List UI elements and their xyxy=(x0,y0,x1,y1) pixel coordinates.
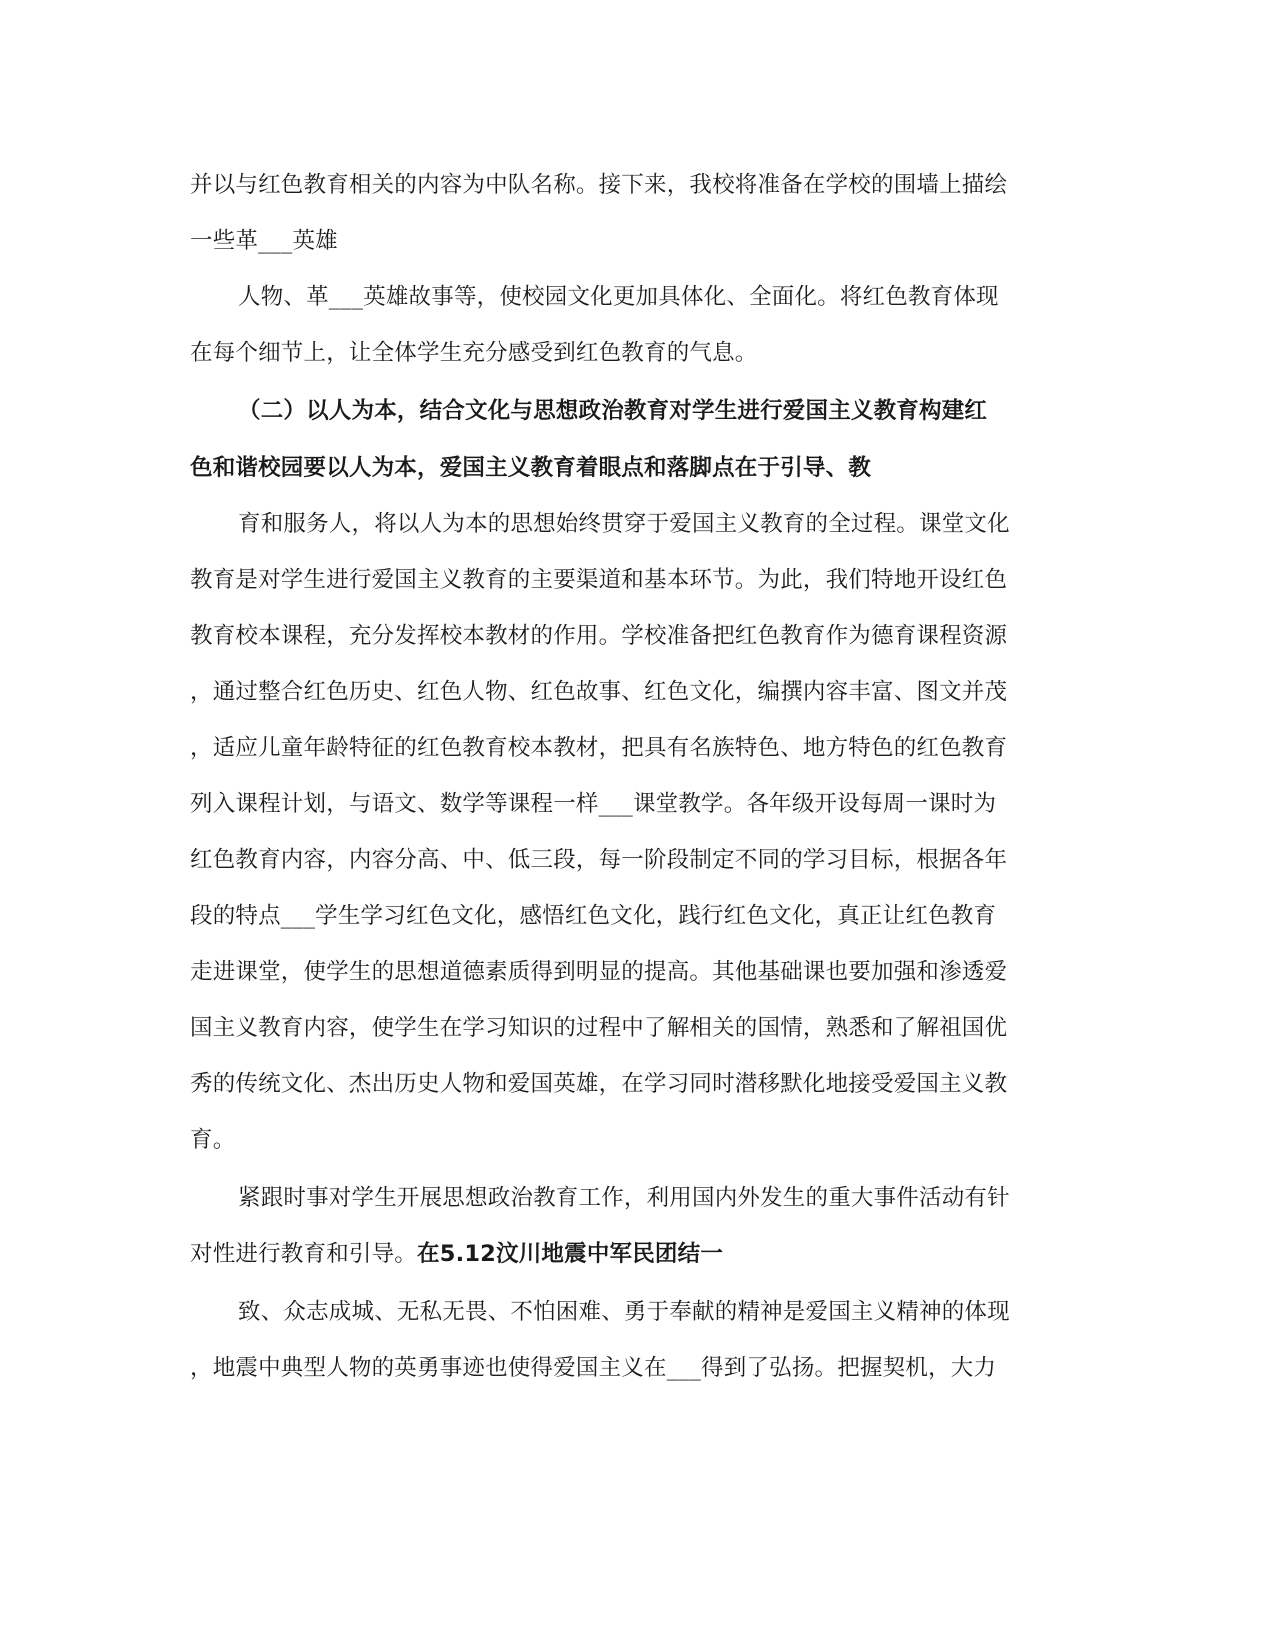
paragraph-line: 走进课堂，使学生的思想道德素质得到明显的提高。其他基础课也要加强和渗透爱 xyxy=(190,959,1008,985)
paragraph-text: 对性进行教育和引导。 xyxy=(190,1241,418,1267)
paragraph-line-mixed xyxy=(190,1239,723,1269)
section-heading-line: （二）以人为本，结合文化与思想政治教育对学生进行爱国主义教育构建红 xyxy=(238,398,988,424)
paragraph-line: 育。 xyxy=(190,1127,236,1153)
paragraph-line: 段的特点___学生学习红色文化，感悟红色文化，践行红色文化，真正让红色教育 xyxy=(190,903,997,929)
paragraph-line: 致、众志成城、无私无畏、不怕困难、勇于奉献的精神是爱国主义精神的体现 xyxy=(238,1299,1010,1325)
paragraph-line: 在每个细节上，让全体学生充分感受到红色教育的气息。 xyxy=(190,340,758,366)
section-heading-line: 色和谐校园要以人为本，爱国主义教育着眼点和落脚点在于引导、教 xyxy=(190,455,872,481)
paragraph-line: 一些革___英雄 xyxy=(190,228,338,254)
paragraph-line: 人物、革___英雄故事等，使校园文化更加具体化、全面化。将红色教育体现 xyxy=(238,284,999,310)
paragraph-line: 国主义教育内容，使学生在学习知识的过程中了解相关的国情，熟悉和了解祖国优 xyxy=(190,1015,1008,1041)
paragraph-line: 育和服务人，将以人为本的思想始终贯穿于爱国主义教育的全过程。课堂文化 xyxy=(238,511,1010,537)
bold-inline-text: 在5.12汶川地震中军民团结一 xyxy=(417,1241,724,1267)
paragraph-line: 教育是对学生进行爱国主义教育的主要渠道和基本环节。为此，我们特地开设红色 xyxy=(190,567,1008,593)
paragraph-line: ，适应儿童年龄特征的红色教育校本教材，把具有名族特色、地方特色的红色教育 xyxy=(190,735,1008,761)
paragraph-line: 红色教育内容，内容分高、中、低三段，每一阶段制定不同的学习目标，根据各年 xyxy=(190,847,1008,873)
paragraph-line: ，通过整合红色历史、红色人物、红色故事、红色文化，编撰内容丰富、图文并茂 xyxy=(190,679,1008,705)
paragraph-line: 并以与红色教育相关的内容为中队名称。接下来，我校将准备在学校的围墙上描绘 xyxy=(190,172,1008,198)
paragraph-line: 秀的传统文化、杰出历史人物和爱国英雄，在学习同时潜移默化地接受爱国主义教 xyxy=(190,1071,1008,1097)
paragraph-line: 紧跟时事对学生开展思想政治教育工作，利用国内外发生的重大事件活动有针 xyxy=(238,1185,1010,1211)
paragraph-line: 列入课程计划，与语文、数学等课程一样___课堂教学。各年级开设每周一课时为 xyxy=(190,791,997,817)
paragraph-line: ，地震中典型人物的英勇事迹也使得爱国主义在___得到了弘扬。把握契机，大力 xyxy=(190,1355,997,1381)
paragraph-line: 教育校本课程，充分发挥校本教材的作用。学校准备把红色教育作为德育课程资源 xyxy=(190,623,1008,649)
